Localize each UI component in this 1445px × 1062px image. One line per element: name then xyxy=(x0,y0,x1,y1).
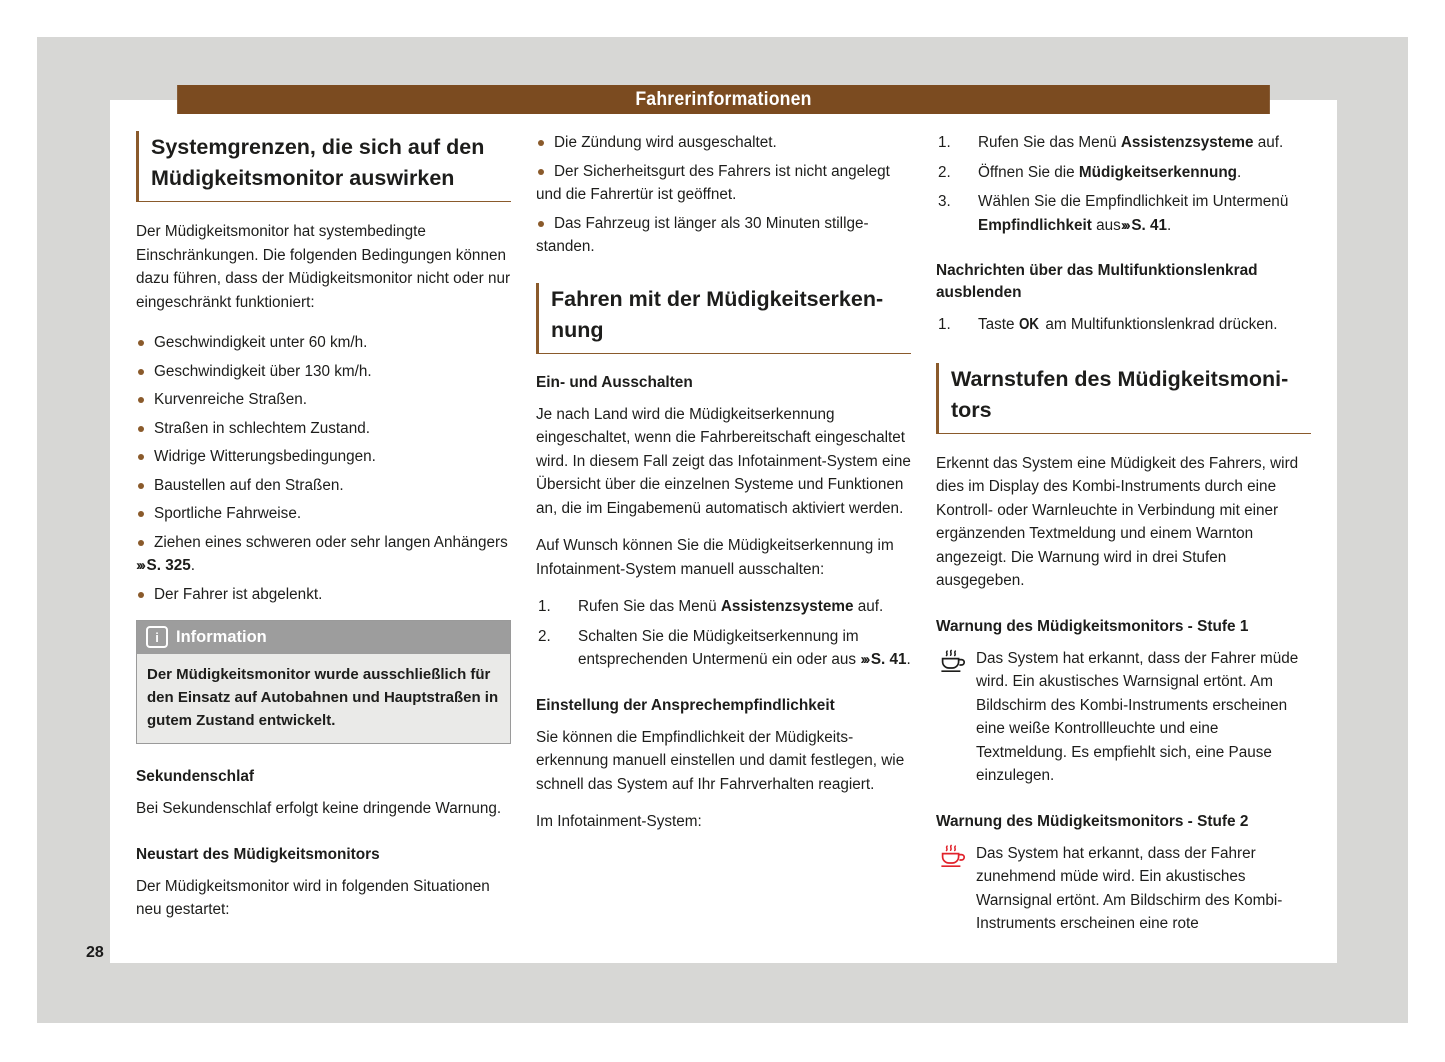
list-item-label: Das Fahrzeug ist länger als 30 Minuten stillgestanden. xyxy=(536,214,869,255)
subheading-neustart: Neustart des Müdigkeitsmonitors xyxy=(136,845,380,863)
step-text-pre: Öffnen Sie die xyxy=(978,163,1079,181)
list-item-label: Ziehen eines schweren oder sehr langen Anhängers xyxy=(154,533,508,551)
cross-reference-arrows-icon: ››› xyxy=(860,651,868,668)
ok-key-label: OK xyxy=(1018,316,1039,333)
list-item-label: Die Zündung wird ausgeschaltet. xyxy=(554,134,777,151)
subheading-sekundenschlaf: Sekundenschlaf xyxy=(136,768,255,785)
list-item-label: Der Sicherheitsgurt des Fahrers ist nicht angelegt und die Fahrertür ist geöffnet. xyxy=(536,162,890,203)
list-item-label: Straßen in schlechtem Zustand. xyxy=(154,419,370,437)
column-left xyxy=(136,131,511,941)
warning-level-1-text: Das System hat erkannt, dass der Fahrer müde wird. Ein akustisches Warnsignal ertönt. Am Bildschirm des Kombi-Instruments erscheinen eine weiße Kontrollleuchte und eine Textmeldung. Es empfiehlt sich, eine Pause einzulegen. xyxy=(976,649,1299,784)
step-list-ausschalten xyxy=(536,595,911,672)
bullet-dot-icon xyxy=(138,483,144,489)
list-item xyxy=(136,502,511,526)
information-note-title: Information xyxy=(176,627,267,646)
step-text-pre: Taste xyxy=(978,316,1019,333)
list-item-trailer xyxy=(136,531,511,578)
subheading-ansprechempfindlichkeit: Einstellung der Ansprechempfindlichkeit xyxy=(536,696,835,714)
warning-level-2-item xyxy=(936,842,1311,936)
section-heading-warnstufen: Warnstufen des Müdigkeitsmonitors xyxy=(936,363,1311,434)
list-item-label: Widrige Witterungsbedingungen. xyxy=(154,448,376,465)
step-list-empfindlichkeit xyxy=(936,131,1311,237)
paragraph-empfindlichkeit-1: Sie können die Empfindlichkeit der Müdigkeitserkennung manuell einstellen und damit festlegen, wie schnell das System auf Ihr Fahrverhalten reagiert. xyxy=(536,728,905,793)
list-item xyxy=(536,160,911,207)
step-item xyxy=(936,313,1311,337)
cross-reference-link[interactable]: S. 325 xyxy=(146,557,191,574)
list-item xyxy=(136,360,511,384)
column-middle xyxy=(536,131,911,941)
paragraph-ein-ausschalten-2: Auf Wunsch können Sie die Müdigkeitserkennung im Infotainment-System manuell ausschalten: xyxy=(536,537,894,578)
list-item-label: Der Fahrer ist abgelenkt. xyxy=(154,585,323,603)
subheading-ein-und-ausschalten: Ein- und Ausschalten xyxy=(536,373,693,391)
step-item xyxy=(936,161,1311,185)
list-item xyxy=(136,388,511,412)
cross-reference-arrows-icon: ››› xyxy=(136,557,144,574)
warning-level-1-item xyxy=(936,647,1311,788)
section-heading-systemgrenzen: Systemgrenzen, die sich auf den Müdigkeitsmonitor auswirken xyxy=(136,131,511,202)
bullet-dot-icon xyxy=(138,454,144,460)
bullet-dot-icon xyxy=(138,511,144,517)
coffee-cup-icon xyxy=(938,649,968,675)
cross-reference-arrows-icon: ››› xyxy=(1120,216,1129,234)
step-number: 1. xyxy=(938,134,951,151)
subheading-warnung-stufe-2: Warnung des Müdigkeitsmonitors - Stufe 2 xyxy=(936,812,1249,830)
page-number: 28 xyxy=(86,944,104,961)
cross-reference-link[interactable]: S. 41 xyxy=(1131,216,1168,234)
step-menu-name: Assistenzsysteme xyxy=(1120,134,1254,151)
list-item xyxy=(136,331,511,355)
bullet-dot-icon xyxy=(538,169,544,175)
step-text-pre: Schalten Sie die Müdigkeitserkennung im entsprechenden Untermenü ein oder aus xyxy=(578,627,861,668)
step-text-post: aus xyxy=(1091,216,1121,234)
list-neustart-bedingungen xyxy=(536,131,911,259)
paragraph-neustart: Der Müdigkeitsmonitor wird in folgenden Situationen neu gestartet: xyxy=(136,877,490,918)
step-menu-name: Assistenzsysteme xyxy=(720,598,854,615)
information-note-header xyxy=(137,621,510,654)
step-number: 1. xyxy=(538,598,551,615)
step-number: 2. xyxy=(538,627,551,645)
list-item xyxy=(536,212,911,259)
step-list-ausblenden xyxy=(936,313,1311,337)
step-text-post: am Multifunktionslenkrad drücken. xyxy=(1041,316,1278,333)
step-number: 2. xyxy=(938,163,951,181)
list-item-punct: . xyxy=(190,557,195,574)
section-heading-fahren: Fahren mit der Müdigkeitserkennung xyxy=(536,283,911,354)
list-item-label: Geschwindigkeit unter 60 km/h. xyxy=(154,334,368,351)
step-item xyxy=(536,625,911,672)
information-note-body: Der Müdigkeitsmonitor wurde ausschließlich für den Einsatz auf Autobahnen und Hauptstraßen in gutem Zustand entwickelt. xyxy=(147,666,499,729)
paragraph-sekundenschlaf: Bei Sekundenschlaf erfolgt keine dringende Warnung. xyxy=(136,800,502,817)
column-right xyxy=(936,131,1311,941)
bullet-dot-icon xyxy=(538,140,544,146)
bullet-dot-icon xyxy=(138,426,144,432)
step-number: 1. xyxy=(938,316,951,333)
paragraph-ein-ausschalten-1: Je nach Land wird die Müdigkeitserkennung eingeschaltet, wenn die Fahrbereitschaft eingeschaltet wird. In diesem Fall zeigt das Infotainment-System eine Übersicht über die einzelnen Systeme und Funktionen an, die im Eingabemenü automatisch aktiviert werden. xyxy=(536,405,911,517)
step-text-post: . xyxy=(906,651,911,668)
bullet-dot-icon xyxy=(138,369,144,375)
bullet-dot-icon xyxy=(138,540,144,546)
bullet-dot-icon xyxy=(138,397,144,403)
paragraph-systemgrenzen-intro: Der Müdigkeitsmonitor hat systembedingte Einschränkungen. Die folgenden Bedingungen können dazu führen, dass der Müdigkeitsmonitor nicht oder nur eingeschränkt funktioniert: xyxy=(136,223,511,311)
step-number: 3. xyxy=(938,193,951,210)
subheading-warnung-stufe-1: Warnung des Müdigkeitsmonitors - Stufe 1 xyxy=(936,617,1249,635)
bullet-dot-icon xyxy=(138,340,144,346)
step-text-tail: . xyxy=(1167,216,1172,234)
step-text-pre: Wählen Sie die Empfindlichkeit im Untermenü xyxy=(978,193,1289,210)
running-head: Fahrerinformationen xyxy=(177,85,1270,114)
list-item xyxy=(536,131,911,155)
bullet-dot-icon xyxy=(538,221,544,227)
step-text-pre: Rufen Sie das Menü xyxy=(578,598,721,615)
list-item xyxy=(136,417,511,441)
cross-reference-link[interactable]: S. 41 xyxy=(870,651,907,668)
step-text-pre: Rufen Sie das Menü xyxy=(978,134,1121,151)
step-text-post: auf. xyxy=(853,598,884,615)
step-item xyxy=(536,595,911,619)
coffee-cup-icon xyxy=(938,844,968,870)
step-item xyxy=(936,190,1311,237)
list-item xyxy=(136,474,511,498)
list-item xyxy=(136,445,511,469)
list-systemgrenzen xyxy=(136,331,511,606)
step-text-post: . xyxy=(1237,163,1242,181)
step-text-post: auf. xyxy=(1253,134,1284,151)
information-note-box xyxy=(136,620,511,744)
step-menu-name: Müdigkeitserkennung xyxy=(1078,163,1238,181)
list-item-label: Geschwindigkeit über 130 km/h. xyxy=(154,362,372,380)
content-columns xyxy=(136,131,1311,941)
paragraph-warnstufen-intro: Erkennt das System eine Müdigkeit des Fahrers, wird dies im Display des Kombi-Instruments durch eine Kontroll- oder Warnleuchte in Verbindung mit einer ergänzenden Textmeldung und einem Warnton angezeigt. Die Warnung wird in drei Stufen ausgegeben. xyxy=(936,454,1299,589)
list-item xyxy=(136,583,511,607)
step-menu-name: Empfindlichkeit xyxy=(978,216,1092,234)
list-item-label: Baustellen auf den Straßen. xyxy=(154,476,344,494)
list-item-label: Sportliche Fahrweise. xyxy=(154,505,302,522)
warning-level-2-text: Das System hat erkannt, dass der Fahrer zunehmend müde wird. Ein akustisches Warnsignal ertönt. Am Bildschirm des Kombi-Instruments erscheinen eine rote xyxy=(976,844,1283,932)
info-icon: i xyxy=(146,626,168,648)
subheading-nachrichten-ausblenden: Nachrichten über das Multifunktionslenkrad ausblenden xyxy=(936,262,1258,301)
step-item xyxy=(936,131,1311,155)
paragraph-empfindlichkeit-2: Im Infotainment-System: xyxy=(536,813,702,830)
bullet-dot-icon xyxy=(138,592,144,598)
list-item-label: Kurvenreiche Straßen. xyxy=(154,391,308,408)
